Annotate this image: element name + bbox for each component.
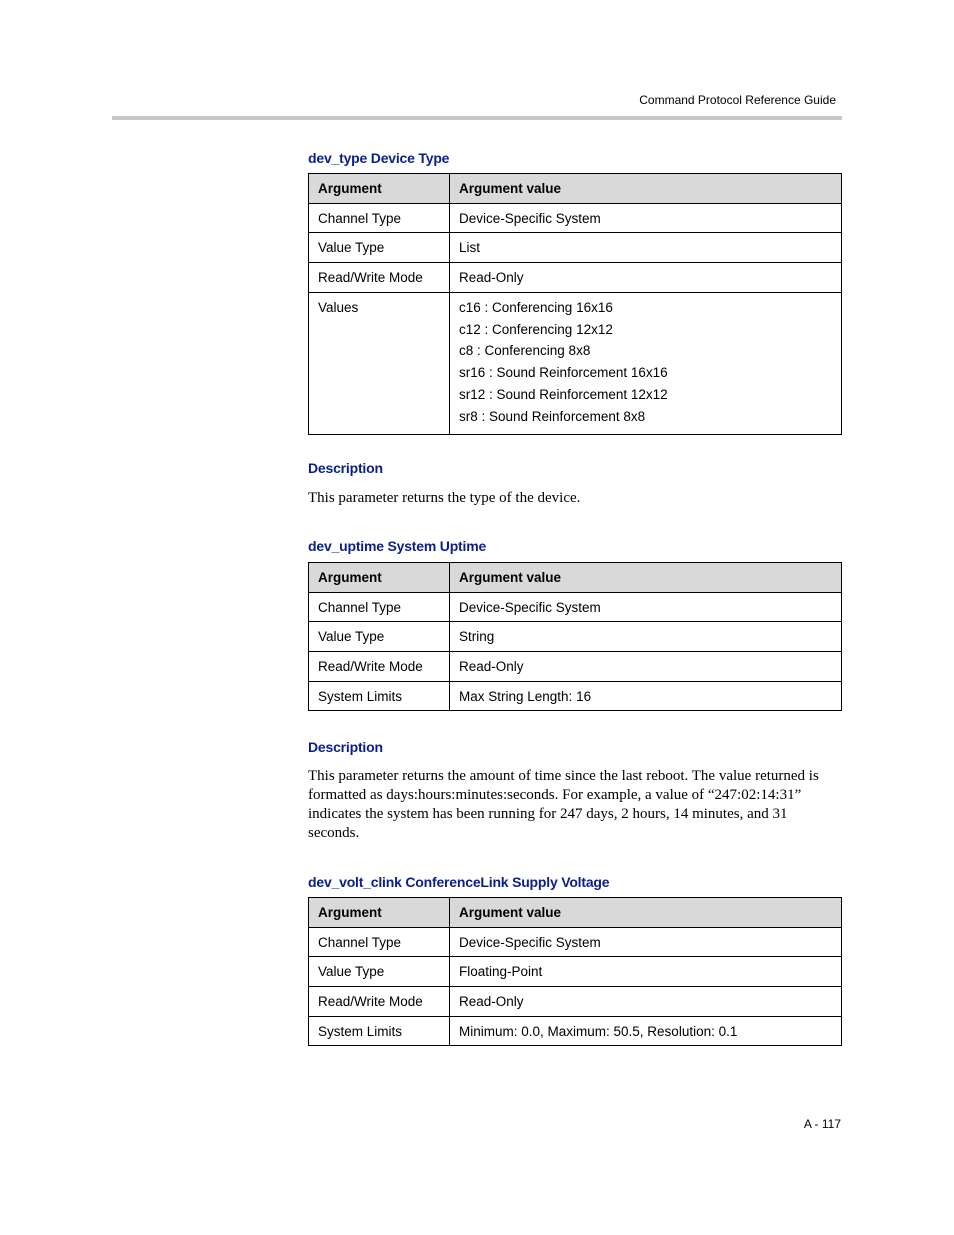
table-row bbox=[309, 681, 842, 711]
column-header: Argument bbox=[309, 563, 450, 593]
dev-volt-clink-table bbox=[308, 897, 842, 1046]
table-cell: Max String Length: 16 bbox=[450, 681, 842, 711]
value-item: c8 : Conferencing 8x8 bbox=[459, 343, 591, 359]
section-heading-dev-type: dev_type Device Type bbox=[308, 150, 450, 166]
table-cell: Read-Only bbox=[450, 987, 842, 1017]
description-text: This parameter returns the amount of time since the last reboot. The value returned is formatted as days:hours:minutes:seconds. For example, a value of “247:02:14:31” indicates the system has been running for 247 days, 2 hours, 14 minutes, and 31 seconds. bbox=[308, 768, 819, 841]
table-row bbox=[309, 927, 842, 957]
description-heading: Description bbox=[308, 460, 383, 476]
column-header: Argument bbox=[309, 898, 450, 928]
table-cell: Floating-Point bbox=[450, 957, 842, 987]
table-row bbox=[309, 233, 842, 263]
table-row bbox=[309, 263, 842, 293]
table-cell: Minimum: 0.0, Maximum: 50.5, Resolution: 0.1 bbox=[450, 1016, 842, 1046]
table-row bbox=[309, 652, 842, 682]
table-cell: Read-Only bbox=[450, 263, 842, 293]
table-cell: Value Type bbox=[309, 233, 450, 263]
description-text: This parameter returns the type of the device. bbox=[308, 490, 581, 506]
value-item: c16 : Conferencing 16x16 bbox=[459, 299, 613, 315]
value-item: sr8 : Sound Reinforcement 8x8 bbox=[459, 408, 646, 424]
section-heading-dev-volt-clink: dev_volt_clink ConferenceLink Supply Voltage bbox=[308, 874, 610, 890]
table-cell: Read/Write Mode bbox=[309, 652, 450, 682]
table-cell: List bbox=[450, 233, 842, 263]
table-row bbox=[309, 592, 842, 622]
table-cell: Read-Only bbox=[450, 652, 842, 682]
table-cell: System Limits bbox=[309, 1016, 450, 1046]
table-cell: Channel Type bbox=[309, 927, 450, 957]
table-header-row bbox=[309, 563, 842, 593]
description-heading: Description bbox=[308, 739, 383, 755]
table-row bbox=[309, 622, 842, 652]
dev-uptime-table bbox=[308, 562, 842, 711]
table-cell: Device-Specific System bbox=[450, 927, 842, 957]
table-cell: Channel Type bbox=[309, 203, 450, 233]
column-header: Argument value bbox=[450, 174, 842, 204]
table-cell: System Limits bbox=[309, 681, 450, 711]
table-row bbox=[309, 292, 842, 434]
table-header-row bbox=[309, 174, 842, 204]
table-cell: Read/Write Mode bbox=[309, 987, 450, 1017]
section-heading-dev-uptime: dev_uptime System Uptime bbox=[308, 538, 487, 554]
table-cell: Value Type bbox=[309, 957, 450, 987]
table-cell: Value Type bbox=[309, 622, 450, 652]
value-item: sr12 : Sound Reinforcement 12x12 bbox=[459, 386, 668, 402]
table-cell: String bbox=[450, 622, 842, 652]
values-list-cell bbox=[450, 292, 842, 434]
table-cell: Device-Specific System bbox=[450, 592, 842, 622]
table-header-row bbox=[309, 898, 842, 928]
table-cell: Device-Specific System bbox=[450, 203, 842, 233]
column-header: Argument bbox=[309, 174, 450, 204]
table-cell: Channel Type bbox=[309, 592, 450, 622]
table-cell: Read/Write Mode bbox=[309, 263, 450, 293]
table-row bbox=[309, 957, 842, 987]
table-row bbox=[309, 203, 842, 233]
page-number: A - 117 bbox=[803, 1117, 841, 1131]
table-row bbox=[309, 987, 842, 1017]
table-row bbox=[309, 1016, 842, 1046]
table-cell: Values bbox=[309, 292, 450, 434]
value-item: c12 : Conferencing 12x12 bbox=[459, 321, 613, 337]
value-item: sr16 : Sound Reinforcement 16x16 bbox=[459, 365, 668, 381]
column-header: Argument value bbox=[450, 563, 842, 593]
running-header-title: Command Protocol Reference Guide bbox=[639, 93, 836, 107]
header-divider bbox=[112, 116, 842, 120]
dev-type-table bbox=[308, 173, 842, 435]
column-header: Argument value bbox=[450, 898, 842, 928]
